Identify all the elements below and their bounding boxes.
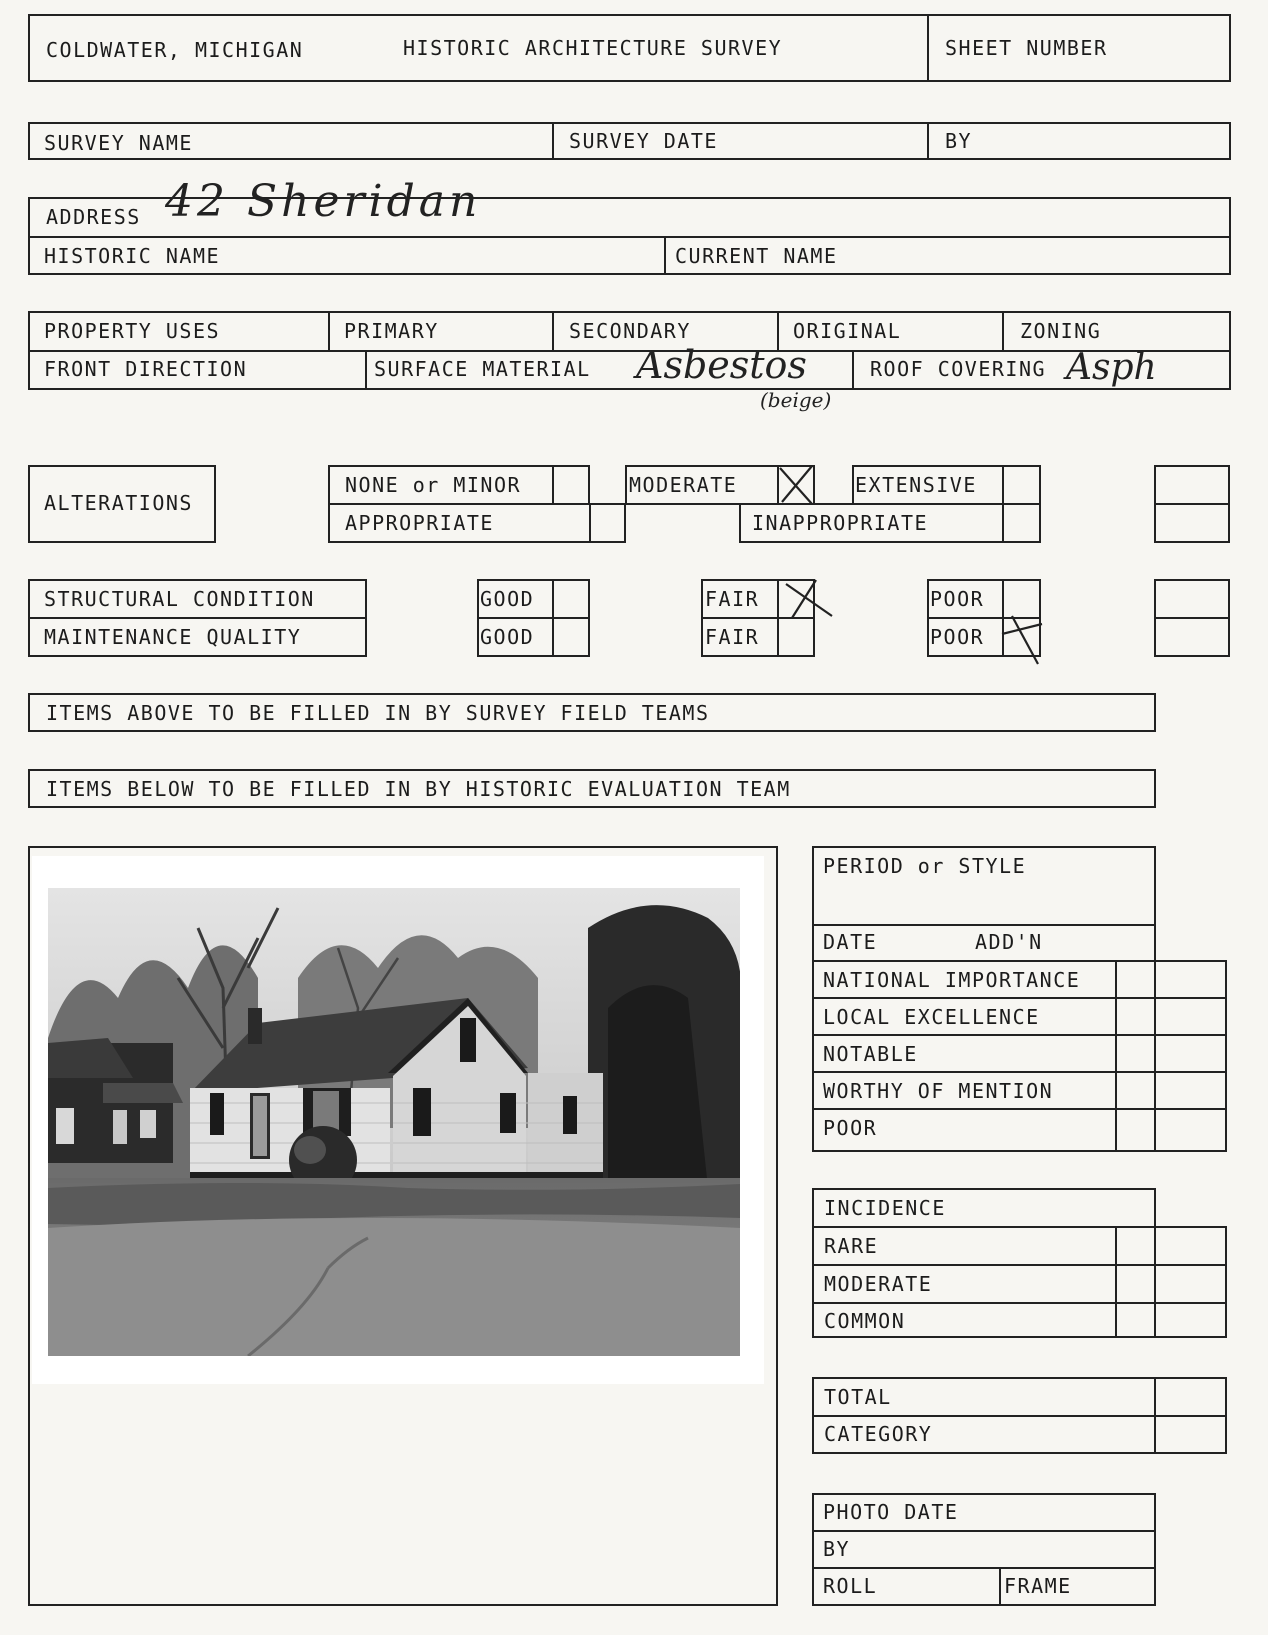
surface-material-label: SURFACE MATERIAL <box>374 357 591 381</box>
moderate-label: MODERATE <box>629 473 738 497</box>
survey-by-label: BY <box>945 129 973 153</box>
zoning-label: ZONING <box>1020 319 1102 343</box>
condition-label-divider <box>28 617 367 619</box>
eval-row-4 <box>812 1071 1227 1073</box>
total-label: TOTAL <box>824 1385 892 1409</box>
period-style-label: PERIOD or STYLE <box>823 854 1027 878</box>
inc-row-3 <box>812 1302 1227 1304</box>
name-divider <box>664 236 666 275</box>
frame-label: FRAME <box>1004 1574 1072 1598</box>
moderate-check-mark <box>776 462 818 508</box>
inc-row-1 <box>812 1226 1227 1228</box>
common-label: COMMON <box>824 1309 906 1333</box>
survey-title: HISTORIC ARCHITECTURE SURVEY <box>403 36 783 60</box>
photo-info-row-1 <box>812 1530 1156 1532</box>
photo-info-row-2 <box>812 1567 1156 1569</box>
property-v4 <box>1002 311 1004 350</box>
none-minor-label: NONE or MINOR <box>345 473 522 497</box>
roll-frame-divider <box>999 1567 1001 1606</box>
alterations-label: ALTERATIONS <box>44 491 193 515</box>
evaluation-score-column <box>1115 960 1227 1152</box>
category-label: CATEGORY <box>824 1422 933 1446</box>
maintenance-quality-label: MAINTENANCE QUALITY <box>44 625 302 649</box>
totals-divider <box>812 1415 1227 1417</box>
sheet-number-label: SHEET NUMBER <box>945 36 1108 60</box>
local-excellence-label: LOCAL EXCELLENCE <box>823 1005 1040 1029</box>
photo-date-label: PHOTO DATE <box>823 1500 959 1524</box>
primary-label: PRIMARY <box>344 319 439 343</box>
historic-name-label: HISTORIC NAME <box>44 244 221 268</box>
property-v2 <box>552 311 554 350</box>
current-name-label: CURRENT NAME <box>675 244 838 268</box>
alterations-score-divider <box>1154 503 1230 505</box>
eval-row-2 <box>812 997 1227 999</box>
date-label: DATE <box>823 930 878 954</box>
none-minor-box-divider <box>552 465 554 505</box>
roof-covering-value: Asph <box>1066 347 1157 388</box>
items-below-note: ITEMS BELOW TO BE FILLED IN BY HISTORIC EVALUATION TEAM <box>46 777 791 801</box>
roll-label: ROLL <box>823 1574 878 1598</box>
eval-row-1 <box>812 960 1227 962</box>
notable-label: NOTABLE <box>823 1042 918 1066</box>
addn-label: ADD'N <box>975 930 1043 954</box>
original-label: ORIGINAL <box>793 319 902 343</box>
eval-row-5 <box>812 1108 1227 1110</box>
fair-maintenance-label: FAIR <box>705 625 760 649</box>
poor-structural-label: POOR <box>930 587 985 611</box>
good-v <box>552 579 554 657</box>
extensive-label: EXTENSIVE <box>855 473 977 497</box>
property-divider <box>28 350 1231 352</box>
poor-maintenance-label: POOR <box>930 625 985 649</box>
address-label: ADDRESS <box>46 205 141 229</box>
fair-v <box>777 579 779 657</box>
good-structural-label: GOOD <box>480 587 535 611</box>
surface-material-note: (beige) <box>760 388 832 412</box>
fair-check-mark <box>782 576 840 622</box>
fair-structural-label: FAIR <box>705 587 760 611</box>
survey-name-label: SURVEY NAME <box>44 131 193 155</box>
structural-condition-label: STRUCTURAL CONDITION <box>44 587 315 611</box>
good-maintenance-label: GOOD <box>480 625 535 649</box>
surface-material-value: Asbestos <box>636 343 807 387</box>
good-divider <box>477 617 590 619</box>
address-divider <box>28 236 1231 238</box>
appropriate-box-divider <box>589 503 591 543</box>
appropriate-label: APPROPRIATE <box>345 511 494 535</box>
survey-divider-2 <box>927 122 929 160</box>
national-importance-label: NATIONAL IMPORTANCE <box>823 968 1081 992</box>
photo-by-label: BY <box>823 1537 851 1561</box>
roof-covering-label: ROOF COVERING <box>870 357 1047 381</box>
poor-evaluation-label: POOR <box>823 1116 878 1140</box>
front-direction-label: FRONT DIRECTION <box>44 357 248 381</box>
incidence-label: INCIDENCE <box>824 1196 946 1220</box>
header-divider <box>927 14 929 82</box>
items-above-note: ITEMS ABOVE TO BE FILLED IN BY SURVEY FIELD TEAMS <box>46 701 710 725</box>
property-v6 <box>852 350 854 390</box>
address-value: 42 Sheridan <box>165 176 482 227</box>
poor-check-mark <box>998 612 1056 668</box>
moderate-incidence-label: MODERATE <box>824 1272 933 1296</box>
eval-row-3 <box>812 1034 1227 1036</box>
secondary-label: SECONDARY <box>569 319 691 343</box>
survey-date-label: SURVEY DATE <box>569 129 718 153</box>
property-uses-label: PROPERTY USES <box>44 319 221 343</box>
city-label: COLDWATER, MICHIGAN <box>46 38 304 62</box>
incidence-score-column <box>1115 1226 1227 1338</box>
survey-divider-1 <box>552 122 554 160</box>
condition-score-divider <box>1154 617 1230 619</box>
rare-label: RARE <box>824 1234 879 1258</box>
inc-row-2 <box>812 1264 1227 1266</box>
property-v1 <box>328 311 330 350</box>
totals-v <box>1154 1377 1156 1454</box>
worthy-of-mention-label: WORTHY OF MENTION <box>823 1079 1054 1103</box>
property-v5 <box>365 350 367 390</box>
house-photo <box>48 888 740 1356</box>
inappropriate-label: INAPPROPRIATE <box>752 511 929 535</box>
